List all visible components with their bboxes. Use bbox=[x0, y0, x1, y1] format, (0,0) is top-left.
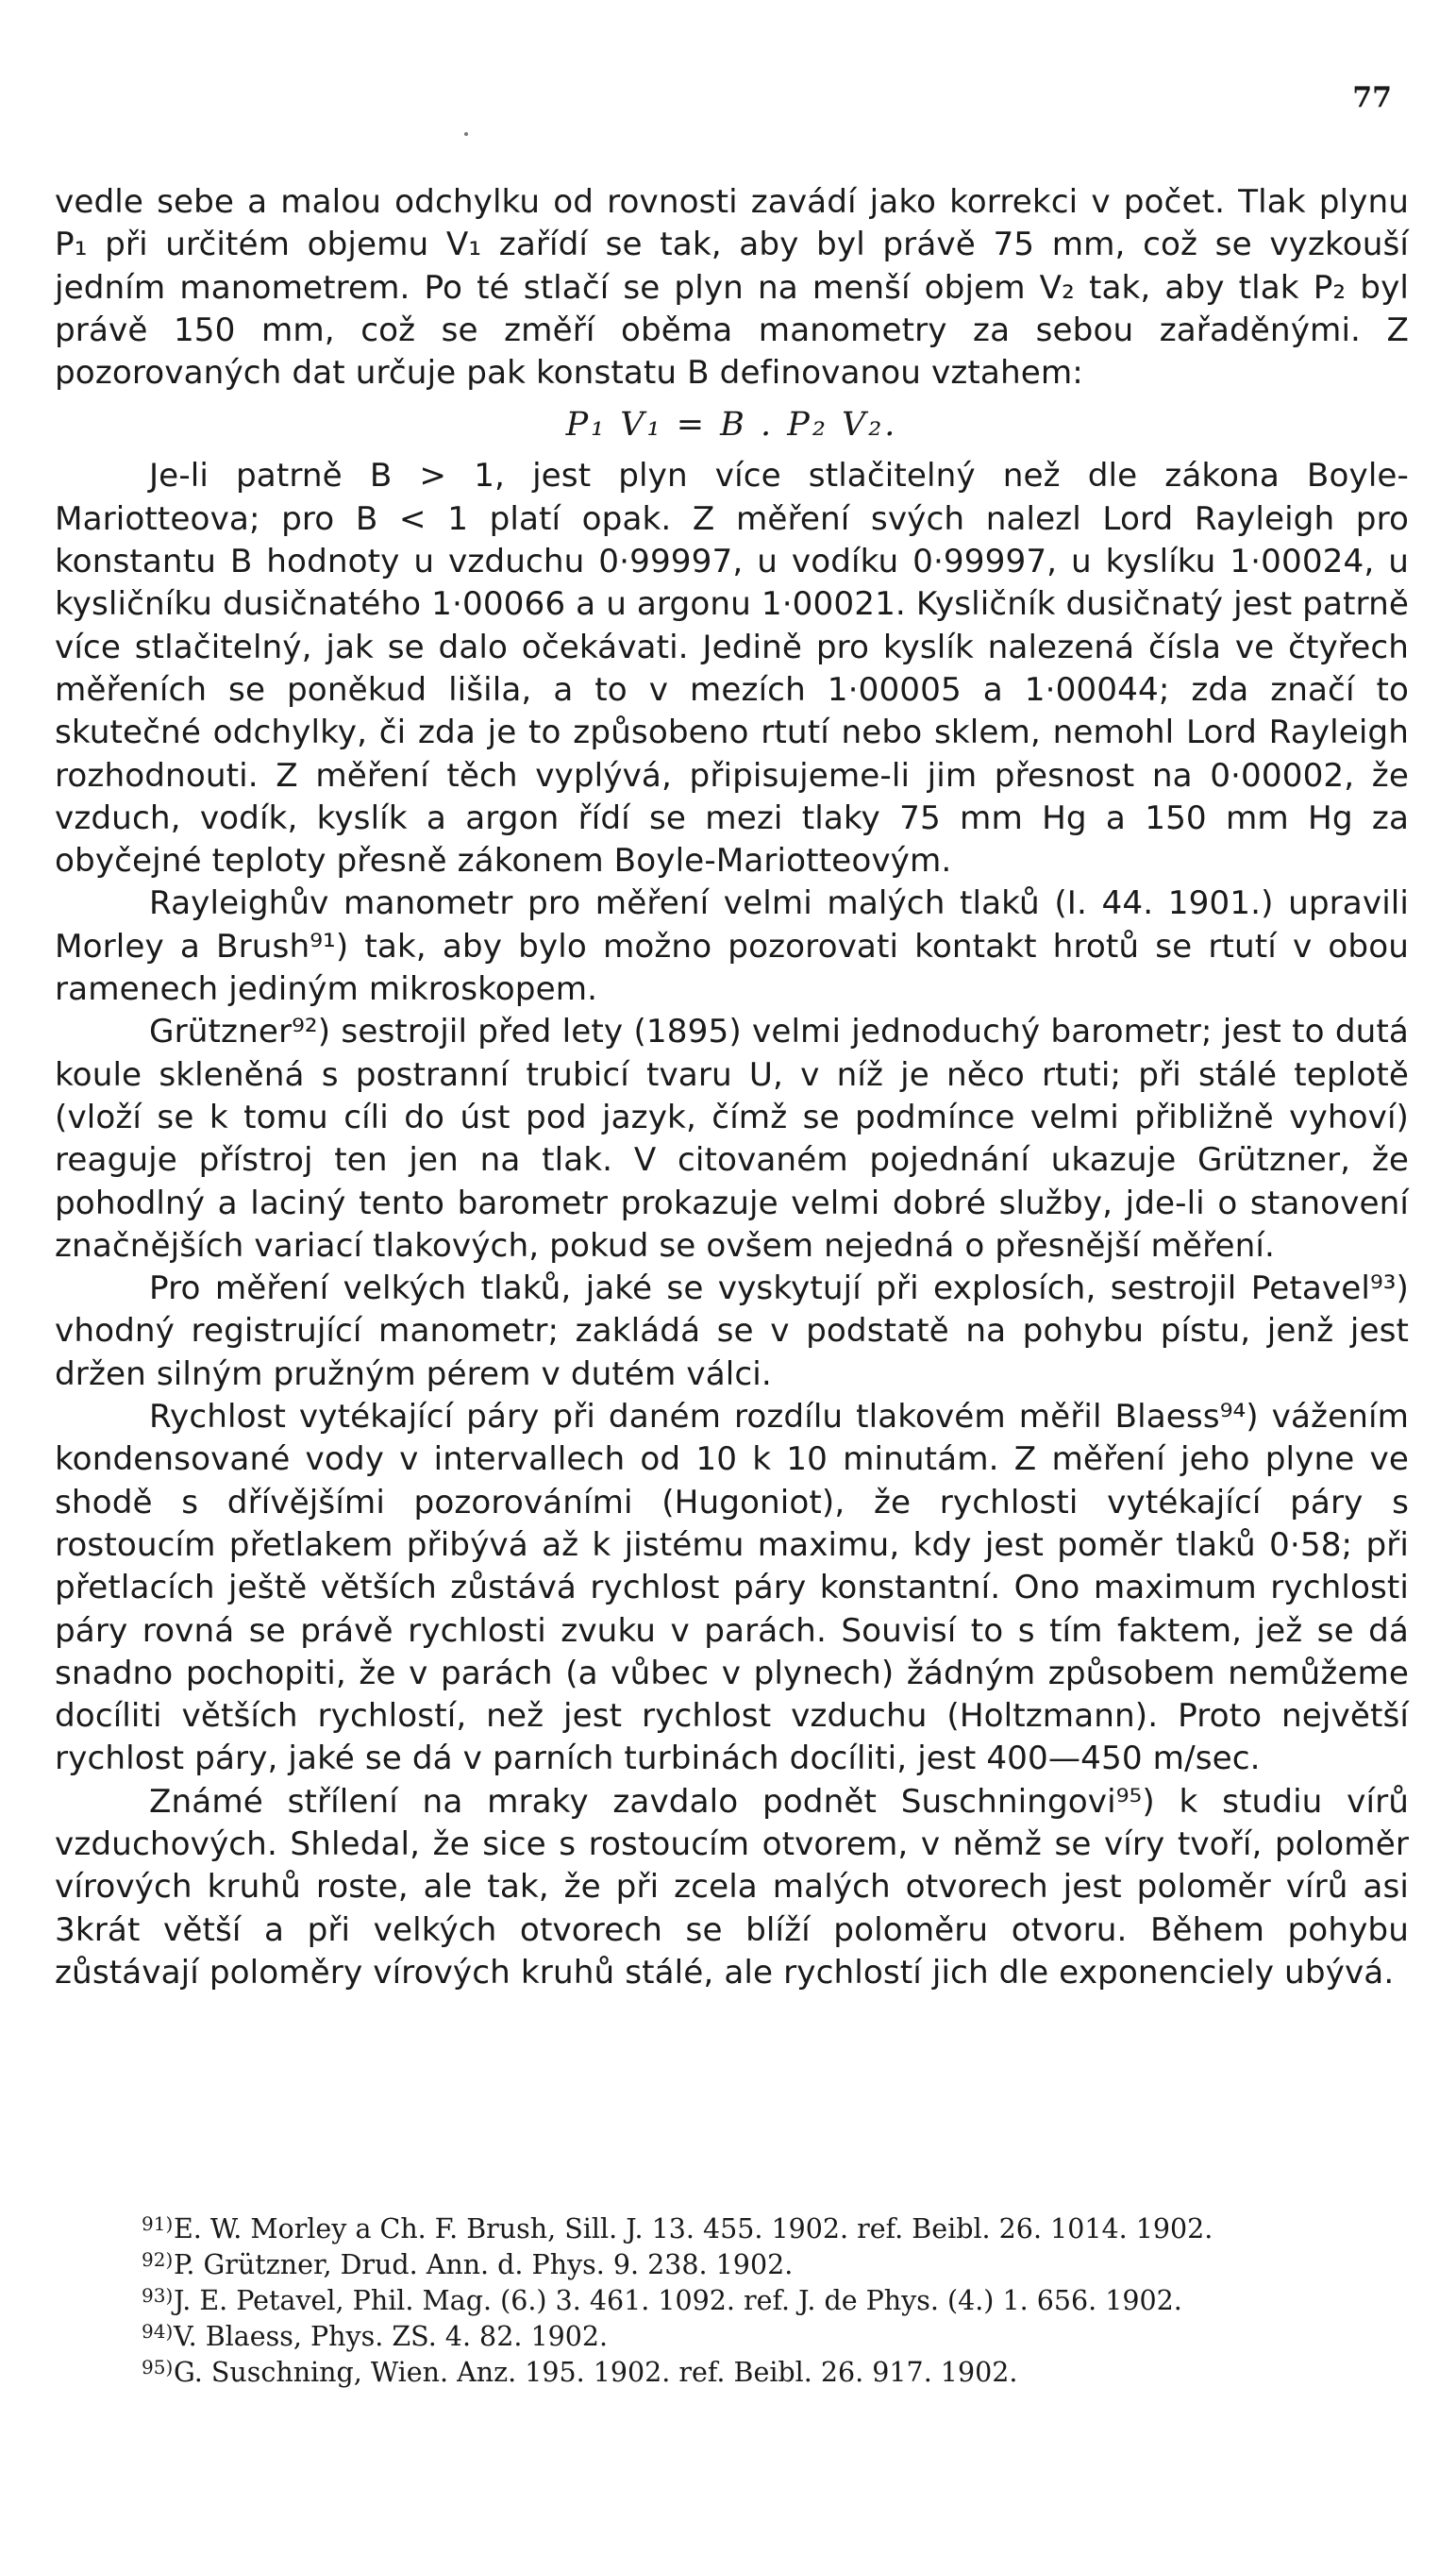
footnote-text: P. Grützner, Drud. Ann. d. Phys. 9. 238. 1902. bbox=[174, 2249, 794, 2280]
footnote-text: E. W. Morley a Ch. F. Brush, Sill. J. 13. 455. 1902. ref. Beibl. 26. 1014. 1902. bbox=[174, 2213, 1213, 2244]
footnote-text: V. Blaess, Phys. ZS. 4. 82. 1902. bbox=[174, 2321, 609, 2352]
paragraph: Známé střílení na mraky zavdalo podnět Suschningovi⁹⁵) k studiu vírů vzduchových. Shledal, že sice s rostoucím otvorem, v němž se víry tvoří, poloměr vírových kruhů roste, ale tak, že při zcela malých otvorech jest poloměr vírů asi 3krát větší a při velkých otvorech se blíží poloměru otvoru. Během pohybu zůstávají poloměry vírových kruhů stálé, ale rychlostí jich dle exponenciely ubývá. bbox=[55, 1782, 1409, 1992]
footnote-mark: 95) bbox=[142, 2356, 174, 2379]
paragraph: Pro měření velkých tlaků, jaké se vyskytují při explosích, sestrojil Petavel⁹³) vhodný registrující manometr; zakládá se v podstatě na pohybu pístu, jenž jest držen silným pružným pérem v dutém válci. bbox=[55, 1269, 1409, 1393]
footnote-mark: 92) bbox=[142, 2248, 174, 2271]
body-text bbox=[55, 181, 1409, 1994]
footnote bbox=[142, 2316, 1420, 2352]
page-number: 77 bbox=[1352, 81, 1392, 114]
footnote-text: J. E. Petavel, Phil. Mag. (6.) 3. 461. 1092. ref. J. de Phys. (4.) 1. 656. 1902. bbox=[174, 2285, 1182, 2316]
footnote-text: G. Suschning, Wien. Anz. 195. 1902. ref. Beibl. 26. 917. 1902. bbox=[174, 2357, 1018, 2388]
print-speck bbox=[464, 132, 468, 136]
paragraph: vedle sebe a malou odchylku od rovnosti zavádí jako korrekci v počet. Tlak plynu P₁ při určitém objemu V₁ zařídí se tak, aby byl právě 75 mm, což se vyzkouší jedním manometrem. Po té stlačí se plyn na menší objem V₂ tak, aby tlak P₂ byl právě 150 mm, což se změří oběma manometry za sebou zařaděnými. Z pozorovaných dat určuje pak konstatu B definovanou vztahem: bbox=[55, 183, 1409, 393]
equation: P₁ V₁ = B . P₂ V₂. bbox=[565, 406, 898, 445]
footnote-mark: 94) bbox=[142, 2320, 174, 2343]
paragraph: Grützner⁹²) sestrojil před lety (1895) velmi jednoduchý barometr; jest to dutá koule skleněná s postranní trubicí tvaru U, v níž je něco rtuti; při stálé teplotě (vloží se k tomu cíli do úst pod jazyk, čímž se podmínce velmi přibližně vyhoví) reaguje přístroj ten jen na tlak. V citovaném pojednání ukazuje Grützner, že pohodlný a laciný tento barometr prokazuje velmi dobré služby, jde-li o stanovení značnějších variací tlakových, pokud se ovšem nejedná o přesnější měření. bbox=[55, 1013, 1409, 1265]
paragraph: Rayleighův manometr pro měření velmi malých tlaků (I. 44. 1901.) upravili Morley a Brush⁹¹) tak, aby bylo možno pozorovati kontakt hrotů se rtutí v obou ramenech jediným mikroskopem. bbox=[55, 884, 1409, 1009]
footnote bbox=[142, 2352, 1420, 2388]
footnote bbox=[142, 2244, 1420, 2280]
footnote bbox=[142, 2280, 1420, 2316]
footnote bbox=[142, 2209, 1420, 2244]
footnotes bbox=[142, 2209, 1420, 2388]
footnote-mark: 91) bbox=[142, 2212, 174, 2235]
footnote-mark: 93) bbox=[142, 2284, 174, 2307]
paragraph: Je-li patrně B > 1, jest plyn více stlačitelný než dle zákona Boyle-Mariotteova; pro B < 1 platí opak. Z měření svých nalezl Lord Rayleigh pro konstantu B hodnoty u vzduchu 0·99997, u vodíku 0·99997, u kyslíku 1·00024, u kysličníku dusičnatého 1·00066 a u argonu 1·00021. Kysličník dusičnatý jest patrně více stlačitelný, jak se dalo očekávati. Jedině pro kyslík nalezená čísla ve čtyřech měřeních se poněkud lišila, a to v mezích 1·00005 a 1·00044; zda značí to skutečné odchylky, či zda je to způsobeno rtutí nebo sklem, nemohl Lord Rayleigh rozhodnouti. Z měření těch vyplývá, připisujeme-li jim přesnost na 0·00002, že vzduch, vodík, kyslík a argon řídí se mezi tlaky 75 mm Hg a 150 mm Hg za obyčejné teploty přesně zákonem Boyle-Mariotteovým. bbox=[55, 457, 1409, 881]
paragraph: Rychlost vytékající páry při daném rozdílu tlakovém měřil Blaess⁹⁴) vážením kondensované vody v intervallech od 10 k 10 minutám. Z měření jeho plyne ve shodě s dřívějšími pozorováními (Hugoniot), že rychlosti vytékající páry s rostoucím přetlakem přibývá až k jistému maximu, kdy jest poměr tlaků 0·58; při přetlacích ještě větších zůstává rychlost páry konstantní. Ono maximum rychlosti páry rovná se právě rychlosti zvuku v parách. Souvisí to s tím faktem, jež se dá snadno pochopiti, že v parách (a vůbec v plynech) žádným způsobem nemůžeme docíliti větších rychlostí, než jest rychlost vzduchu (Holtzmann). Proto největší rychlost páry, jaké se dá v parních turbinách docíliti, jest 400—450 m/sec. bbox=[55, 1398, 1409, 1778]
